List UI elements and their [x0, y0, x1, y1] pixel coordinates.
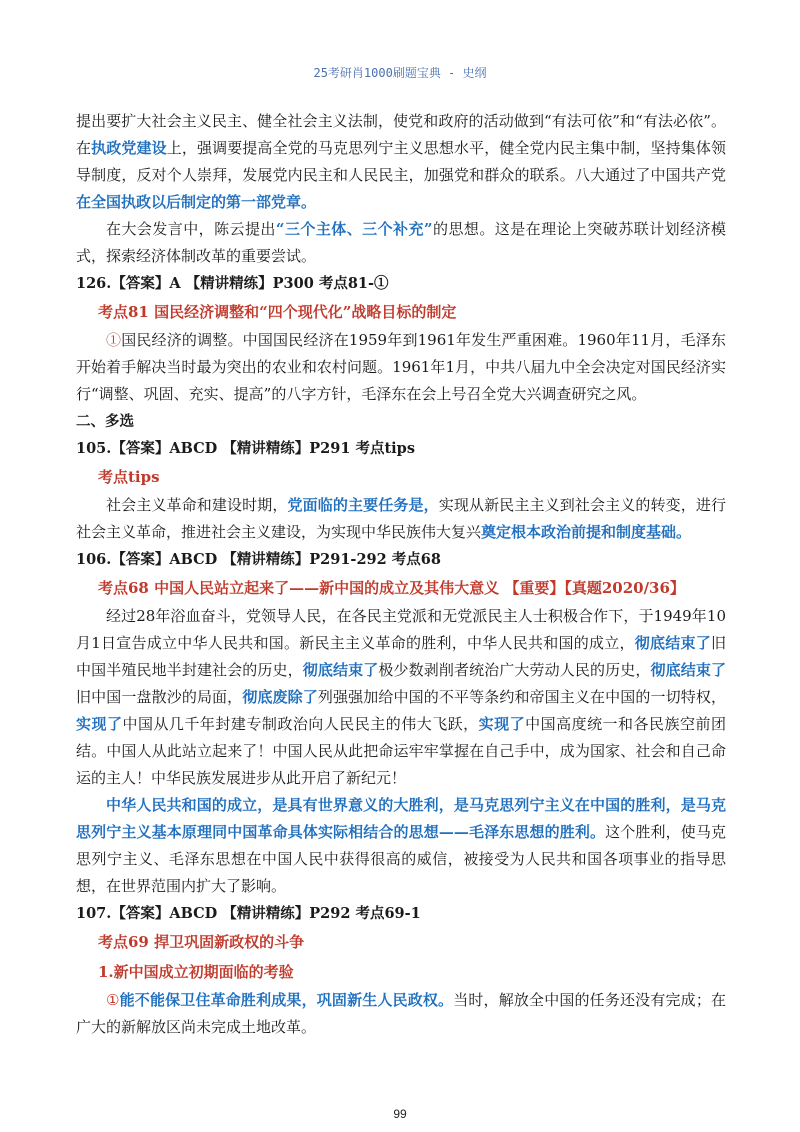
- paragraph: ①能不能保卫住革命胜利成果，巩固新生人民政权。当时，解放全中国的任务还没有完成；在广大的新解放区尚未完成土地改革。: [76, 991, 726, 1036]
- paragraph: 在大会发言中，陈云提出“三个主体、三个补充”的思想。这是在理论上突破苏联计划经济模式，探索经济体制改革的重要尝试。: [76, 220, 726, 265]
- answer-heading-126: 126.【答案】A 【精讲精练】P300 考点81-①: [76, 275, 389, 292]
- kaodian-subtitle: 1.新中国成立初期面临的考验: [98, 963, 294, 981]
- paragraph: 社会主义革命和建设时期，党面临的主要任务是，实现从新民主主义到社会主义的转变，进行社会主义革命，推进社会主义建设，为实现中华民族伟大复兴奠定根本政治前提和制度基础。: [76, 496, 726, 541]
- document-body: [76, 108, 726, 1041]
- emphasis: 彻底结束了: [634, 634, 711, 652]
- circled-number: ①: [106, 991, 120, 1009]
- emphasis: 彻底结束了: [650, 661, 726, 679]
- emphasis: 彻底结束了: [302, 661, 379, 679]
- running-header: 25考研肖1000刷题宝典 - 史纲: [313, 66, 487, 80]
- paragraph: ①国民经济的调整。中国国民经济在1959年到1961年发生严重困难。1960年11月，毛泽东开始着手解决当时最为突出的农业和农村问题。1961年1月，中共八届九中全会决定对国民经济实行“调整、巩固、充实、提高”的八字方针，毛泽东在会上号召全党大兴调查研究之风。: [76, 331, 726, 403]
- emphasis: 执政党建设: [91, 139, 167, 157]
- emphasis: “三个主体、三个补充”: [275, 220, 433, 238]
- paragraph: 经过28年浴血奋斗，党领导人民，在各民主党派和无党派民主人士积极合作下，于1949年10月1日宣告成立中华人民共和国。新民主主义革命的胜利，中华人民共和国的成立，彻底结束了旧中国半殖民地半封建社会的历史，彻底结束了极少数剥削者统治广大劳动人民的历史，彻底结束了旧中国一盘散沙的局面，彻底废除了列强强加给中国的不平等条约和帝国主义在中国的一切特权，实现了中国从几千年封建专制政治向人民民主的伟大飞跃，实现了中国高度统一和各民族空前团结。中国人从此站立起来了！中国人民从此把命运牢牢掌握在自己手中，成为国家、社会和自己命运的主人！中华民族发展进步从此开启了新纪元！: [76, 607, 726, 787]
- circled-number: ①: [106, 331, 122, 349]
- emphasis: 在全国执政以后制定的第一部党章。: [76, 193, 317, 211]
- emphasis: 党面临的主要任务是，: [287, 496, 439, 514]
- paragraph: 中华人民共和国的成立，是具有世界意义的大胜利，是马克思列宁主义在中国的胜利，是马克思列宁主义基本原理同中国革命具体实际相结合的思想——毛泽东思想的胜利。这个胜利，使马克思列宁主义、毛泽东思想在中国人民中获得很高的威信，被接受为人民共和国各项事业的指导思想，在世界范围内扩大了影响。: [76, 796, 726, 895]
- emphasis: 实现了: [76, 715, 123, 733]
- emphasis: 彻底废除了: [242, 688, 318, 706]
- kaodian-title-tips: 考点tips: [98, 468, 160, 486]
- emphasis: 实现了: [478, 715, 526, 733]
- section-heading: 二、多选: [76, 413, 134, 430]
- answer-heading-106: 106.【答案】ABCD 【精讲精练】P291-292 考点68: [76, 551, 441, 568]
- kaodian-title-81: 考点81 国民经济调整和“四个现代化”战略目标的制定: [98, 303, 457, 321]
- kaodian-title-69: 考点69 捍卫巩固新政权的斗争: [98, 933, 305, 951]
- emphasis: 中华人民共和国的成立，是具有世界意义的大胜利，是马克思列宁主义在中国的胜利，是马克思列宁主义基本原理同中国革命具体实际相结合的思想——毛泽东思想的胜利。: [76, 796, 726, 841]
- emphasis: 奠定根本政治前提和制度基础。: [481, 523, 692, 541]
- kaodian-title-68: 考点68 中国人民站立起来了——新中国的成立及其伟大意义 【重要】【真题2020/36】: [98, 579, 685, 597]
- emphasis: 能不能保卫住革命胜利成果，巩固新生人民政权。: [119, 991, 454, 1009]
- answer-heading-105: 105.【答案】ABCD 【精讲精练】P291 考点tips: [76, 440, 415, 457]
- paragraph: 提出要扩大社会主义民主、健全社会主义法制，使党和政府的活动做到“有法可依”和“有法必依”。在执政党建设上，强调要提高全党的马克思列宁主义思想水平，健全党内民主集中制，坚持集体领导制度，反对个人崇拜，发展党内民主和人民民主，加强党和群众的联系。八大通过了中国共产党在全国执政以后制定的第一部党章。: [76, 112, 726, 211]
- answer-heading-107: 107.【答案】ABCD 【精讲精练】P292 考点69-1: [76, 905, 421, 922]
- page-number: 99: [393, 1107, 407, 1121]
